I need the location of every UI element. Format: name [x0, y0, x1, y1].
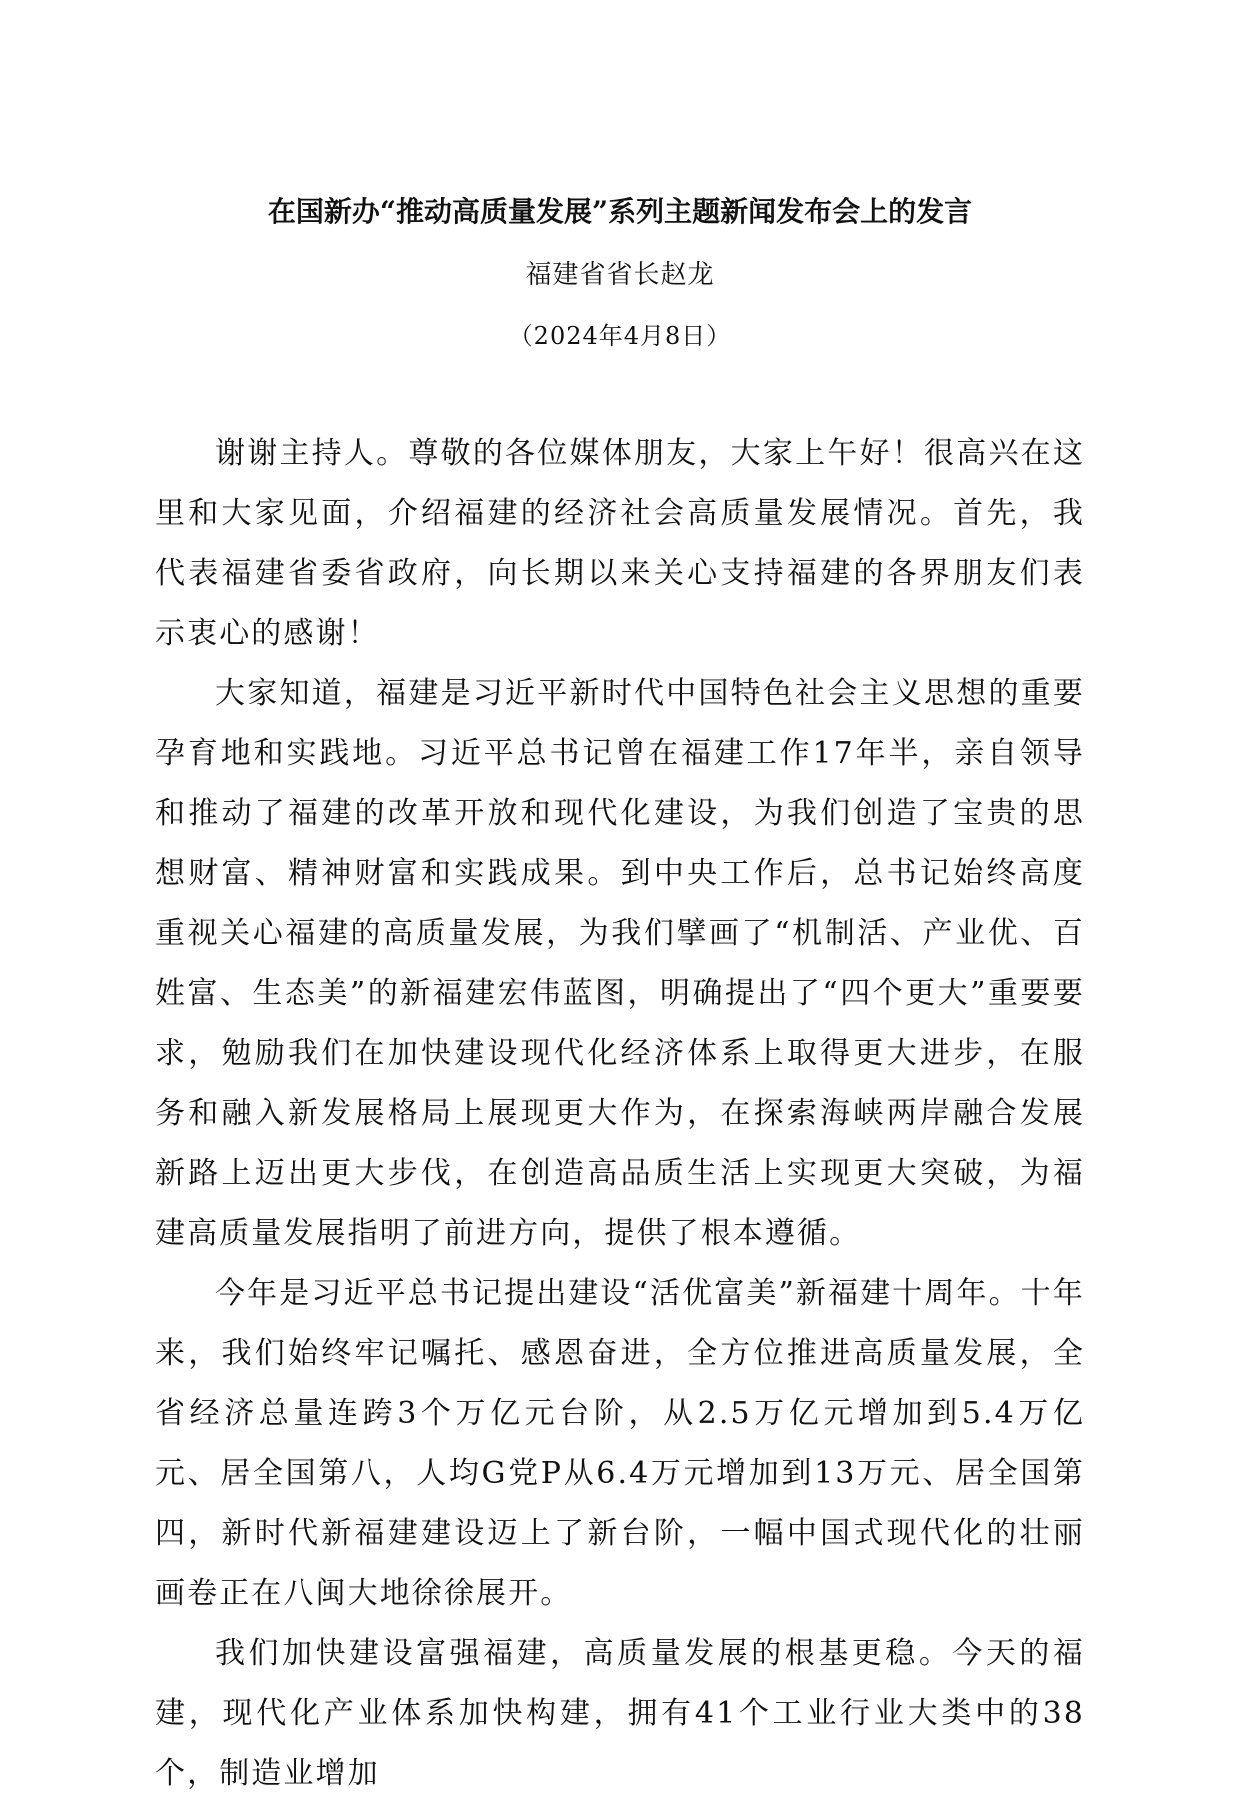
document-title: 在国新办“推动高质量发展”系列主题新闻发布会上的发言: [267, 195, 973, 228]
document-date: （2024年4月8日）: [508, 322, 732, 350]
document-author: 福建省省长赵龙: [525, 260, 715, 290]
paragraph: 我们加快建设富强福建，高质量发展的根基更稳。今天的福建，现代化产业体系加快构建，拥有41个工业行业大类中的38个，制造业增加: [155, 1636, 1085, 1791]
paragraph: 大家知道，福建是习近平新时代中国特色社会主义思想的重要孕育地和实践地。习近平总书记曾在福建工作17年半，亲自领导和推动了福建的改革开放和现代化建设，为我们创造了宝贵的思想财富、精神财富和实践成果。到中央工作后，总书记始终高度重视关心福建的高质量发展，为我们擘画了“机制活、产业优、百姓富、生态美”的新福建宏伟蓝图，明确提出了“四个更大”重要要求，勉励我们在加快建设现代化经济体系上取得更大进步，在服务和融入新发展格局上展现更大作为，在探索海峡两岸融合发展新路上迈出更大步伐，在创造高品质生活上实现更大突破，为福建高质量发展指明了前进方向，提供了根本遵循。: [155, 676, 1085, 1251]
paragraph: 今年是习近平总书记提出建设“活优富美”新福建十周年。十年来，我们始终牢记嘱托、感恩奋进，全方位推进高质量发展，全省经济总量连跨3个万亿元台阶，从2.5万亿元增加到5.4万亿元、居全国第八，人均G党P从6.4万元增加到13万元、居全国第四，新时代新福建建设迈上了新台阶，一幅中国式现代化的壮丽画卷正在八闽大地徐徐展开。: [155, 1276, 1085, 1611]
paragraph: 谢谢主持人。尊敬的各位媒体朋友，大家上午好！很高兴在这里和大家见面，介绍福建的经济社会高质量发展情况。首先，我代表福建省委省政府，向长期以来关心支持福建的各界朋友们表示衷心的感谢！: [155, 436, 1085, 651]
document-body: [155, 424, 1085, 1804]
